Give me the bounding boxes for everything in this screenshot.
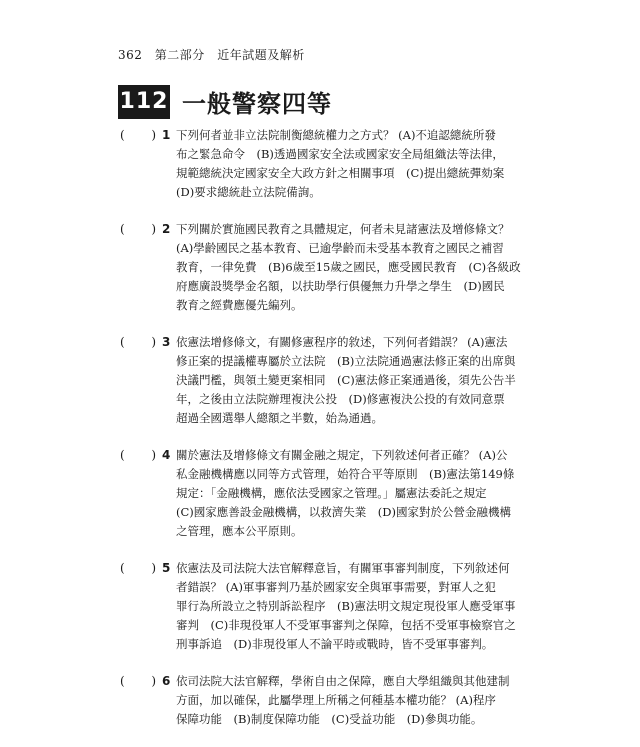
question-number: 3 [162,335,171,349]
question-3 [120,333,520,428]
question-text: 關於憲法及增修條文有關金融之規定，下列敘述何者正確？ (A)公 私金融機構應以同等方式管理，始符合平等原則 (B)憲法第149條 規定：「金融機構，應依法受國家之管理。」屬憲法委託之規定 (C)國家應善設金融機構，以救濟失業 (D)國家對於公營金融機構 之管理，應本公平原則。 [176,448,515,538]
question-6 [120,672,520,729]
question-4 [120,446,520,541]
question-text: 下列何者並非立法院制衡總統權力之方式？ (A)不追認總統所發 布之緊急命令 (B)透過國家安全法或國家安全局組織法等法律， 規範總統決定國家安全大政方針之相關事項 (C)提出總統彈劾案 (D)要求總統赴立法院備詢。 [176,128,505,199]
question-1 [120,126,520,202]
answer-blank[interactable]: ( ) [120,674,156,688]
question-number: 1 [162,128,171,142]
exam-heading [118,84,332,119]
question-number: 2 [162,222,171,236]
answer-blank[interactable]: ( ) [120,448,156,462]
answer-blank[interactable]: ( ) [120,561,156,575]
question-text: 依憲法及司法院大法官解釋意旨，有關軍事審判制度，下列敘述何 者錯誤？ (A)軍事審判乃基於國家安全與軍事需要，對軍人之犯 罪行為所設立之特別訴訟程序 (B)憲法明文規定現役軍人應受軍事 審判 (C)非現役軍人不受軍事審判之保障，包括不受軍事檢察官之 刑事訴追 (D)非現役軍人不論平時或戰時，皆不受軍事審判。 [176,561,516,651]
section-title: 第二部分 近年試題及解析 [154,48,305,62]
question-list [120,126,520,747]
question-2 [120,220,520,315]
question-text: 依司法院大法官解釋，學術自由之保障，應自大學組織與其他建制 方面，加以確保，此屬學理上所稱之何種基本權功能？ (A)程序 保障功能 (B)制度保障功能 (C)受益功能 (D)參與功能。 [176,674,510,726]
question-text: 依憲法增修條文，有關修憲程序的敘述，下列何者錯誤？ (A)憲法 修正案的提議權專屬於立法院 (B)立法院通過憲法修正案的出席與 決議門檻，與領土變更案相同 (C)憲法修正案通過後，須先公告半 年，之後由立法院辦理複決公投 (D)修憲複決公投的有效同意票 超過全國選舉人總額之半數，始為通過。 [176,335,516,425]
page-header [118,46,305,63]
question-number: 4 [162,448,171,462]
answer-blank[interactable]: ( ) [120,335,156,349]
exam-title: 一般警察四等 [182,90,332,118]
answer-blank[interactable]: ( ) [120,128,156,142]
question-number: 6 [162,674,171,688]
question-text: 下列關於實施國民教育之具體規定，何者未見諸憲法及增修條文？ (A)學齡國民之基本教育、已逾學齡而未受基本教育之國民之補習 教育，一律免費 (B)6歲至15歲之國民，應受國民教育 (C)各級政 府應廣設獎學金名額，以扶助學行俱優無力升學之學生 (D)國民 教育之經費應優先編列。 [176,222,521,312]
question-number: 5 [162,561,171,575]
answer-blank[interactable]: ( ) [120,222,156,236]
year-badge: 112 [118,85,170,119]
page-number: 362 [118,48,143,62]
